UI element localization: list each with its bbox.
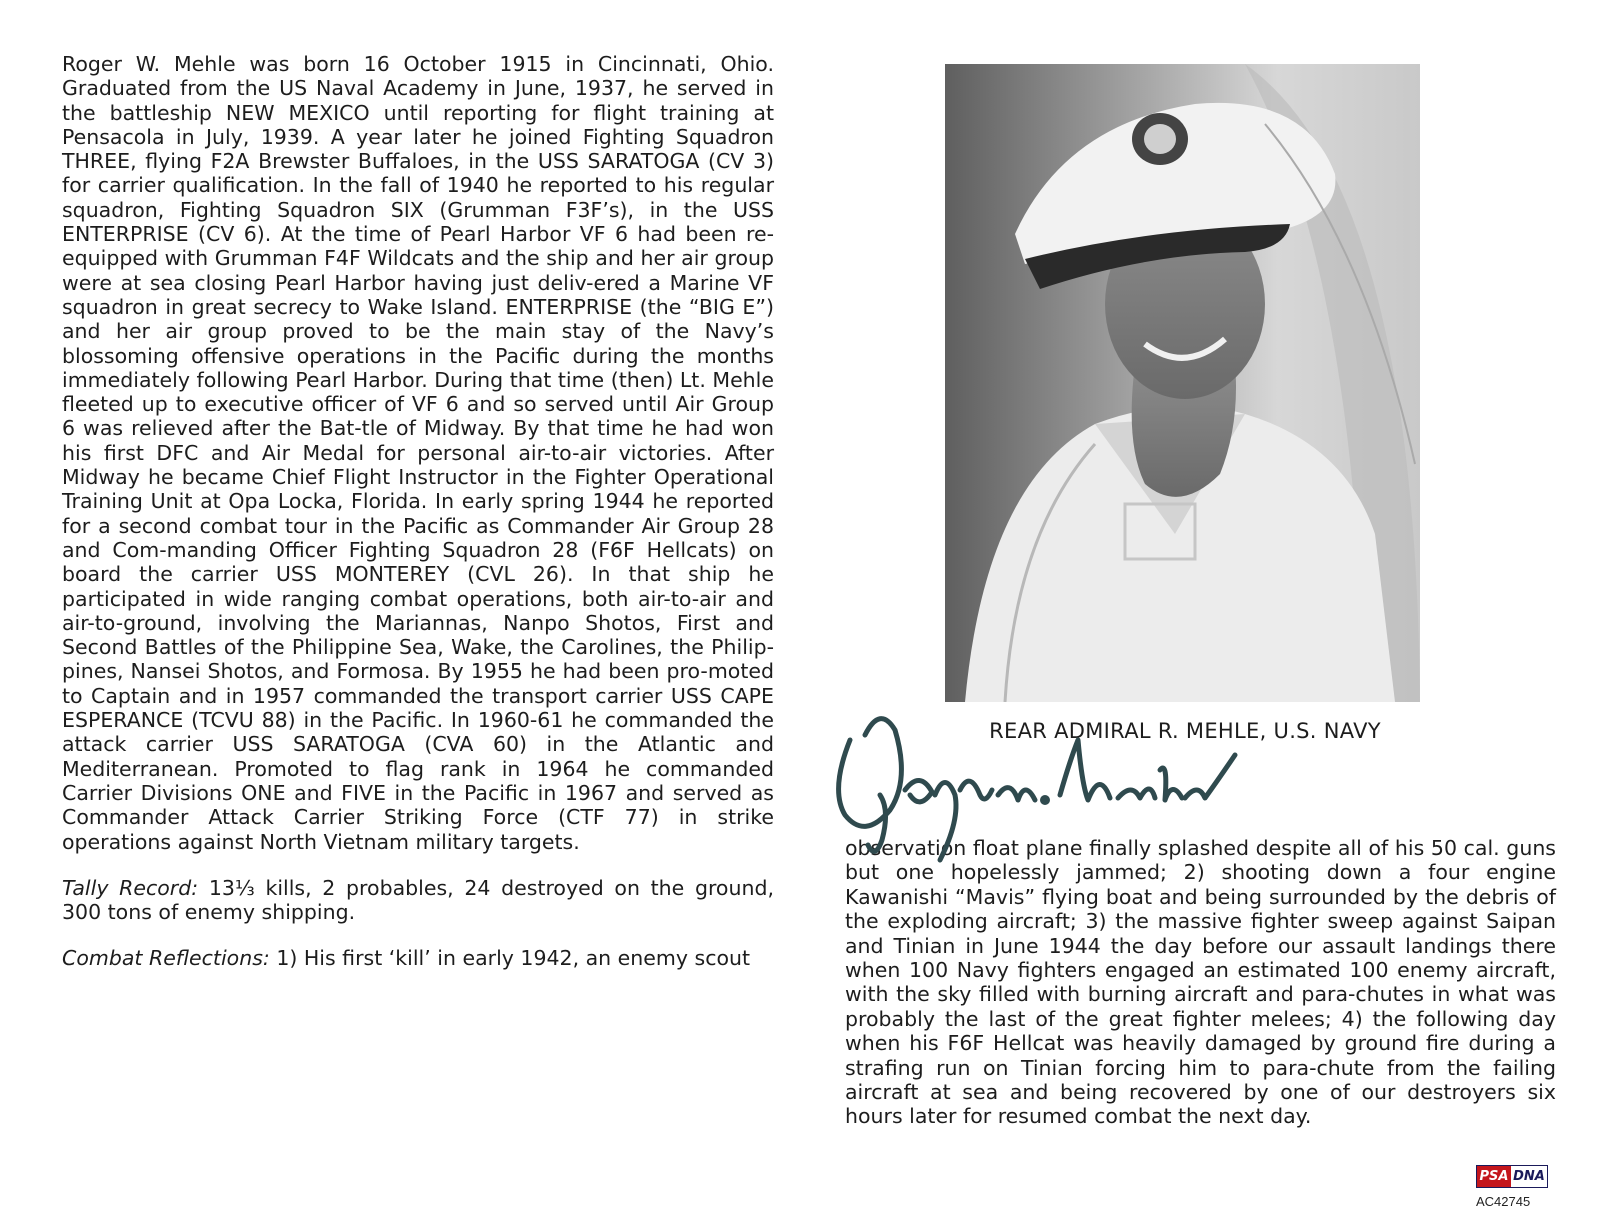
- right-column: [845, 836, 1556, 1129]
- portrait-illustration: [945, 64, 1420, 702]
- psa-dna-logo: [1476, 1165, 1548, 1188]
- left-column: [62, 52, 774, 971]
- tally-record-paragraph: [62, 876, 774, 925]
- psa-logo-text: PSA: [1477, 1166, 1511, 1187]
- biography-paragraph: Roger W. Mehle was born 16 October 1915 in Cincinnati, Ohio. Graduated from the US Naval Academy in June, 1937, he served in the battleship NEW MEXICO until reporting for flight training at Pensacola in July, 1939. A year later he joined Fighting Squadron THREE, flying F2A Brewster Buffaloes, in the USS SARATOGA (CV 3) for carrier qualification. In the fall of 1940 he reported to his regular squadron, Fighting Squadron SIX (Grumman F3F’s), in the USS ENTERPRISE (CV 6). At the time of Pearl Harbor VF 6 had been re-equipped with Grumman F4F Wildcats and the ship and her air group were at sea closing Pearl Harbor having just deliv-ered a Marine VF squadron in great secrecy to Wake Island. ENTERPRISE (the “BIG E”) and her air group proved to be the main stay of the Navy’s blossoming offensive operations in the Pacific during the months immediately following Pearl Harbor. During that time (then) Lt. Mehle fleeted up to executive officer of VF 6 and so served until Air Group 6 was relieved after the Bat-tle of Midway. By that time he had won his first DFC and Air Medal for personal air-to-air victories. After Midway he became Chief Flight Instructor in the Fighter Operational Training Unit at Opa Locka, Florida. In early spring 1944 he reported for a second combat tour in the Pacific as Commander Air Group 28 and Com-manding Officer Fighting Squadron 28 (F6F Hellcats) on board the carrier USS MONTEREY (CVL 26). In that ship he participated in wide ranging combat operations, both air-to-air and air-to-ground, involving the Mariannas, Nanpo Shotos, First and Second Battles of the Philippine Sea, Wake, the Carolines, the Philip-pines, Nansei Shotos, and Formosa. By 1955 he had been pro-moted to Captain and in 1957 commanded the transport carrier USS CAPE ESPERANCE (TCVU 88) in the Pacific. In 1960-61 he commanded the attack carrier USS SARATOGA (CVA 60) in the Atlantic and Mediterranean. Promoted to flag rank in 1964 he commanded Carrier Divisions ONE and FIVE in the Pacific in 1967 and served as Commander Attack Carrier Striking Force (CTF 77) in strike operations against North Vietnam military targets.: [62, 52, 774, 854]
- combat-reflections-label: Combat Reflections:: [62, 946, 270, 971]
- combat-reflections-paragraph: [62, 946, 774, 970]
- dna-logo-text: DNA: [1511, 1166, 1547, 1187]
- tally-record-label: Tally Record:: [62, 875, 199, 900]
- tally-record-text: 13⅓ kills, 2 probables, 24 destroyed on the ground, 300 tons of enemy shipping.: [62, 875, 774, 925]
- photo-caption: REAR ADMIRAL R. MEHLE, U.S. NAVY: [989, 719, 1381, 743]
- certificate-number: AC42745: [1476, 1194, 1531, 1209]
- autograph-signature: [820, 700, 1240, 865]
- combat-reflections-text: 1) His first ‘kill’ in early 1942, an enemy scout: [269, 946, 751, 971]
- portrait-photo: [945, 64, 1420, 702]
- combat-reflections-continued: observation float plane finally splashed despite all of his 50 cal. guns but one hopelessly jammed; 2) shooting down a four engine Kawanishi “Mavis” flying boat and being surrounded by the debris of the exploding aircraft; 3) the massive fighter sweep against Saipan and Tinian in June 1944 the day before our assault landings there when 100 Navy fighters engaged an estimated 100 enemy aircraft, with the sky filled with burning aircraft and para-chutes in what was probably the last of the great fighter melees; 4) the following day when his F6F Hellcat was heavily damaged by ground fire during a strafing run on Tinian forcing him to para-chute from the failing aircraft at sea and being recovered by one of our destroyers six hours later for resumed combat the next day.: [845, 836, 1556, 1129]
